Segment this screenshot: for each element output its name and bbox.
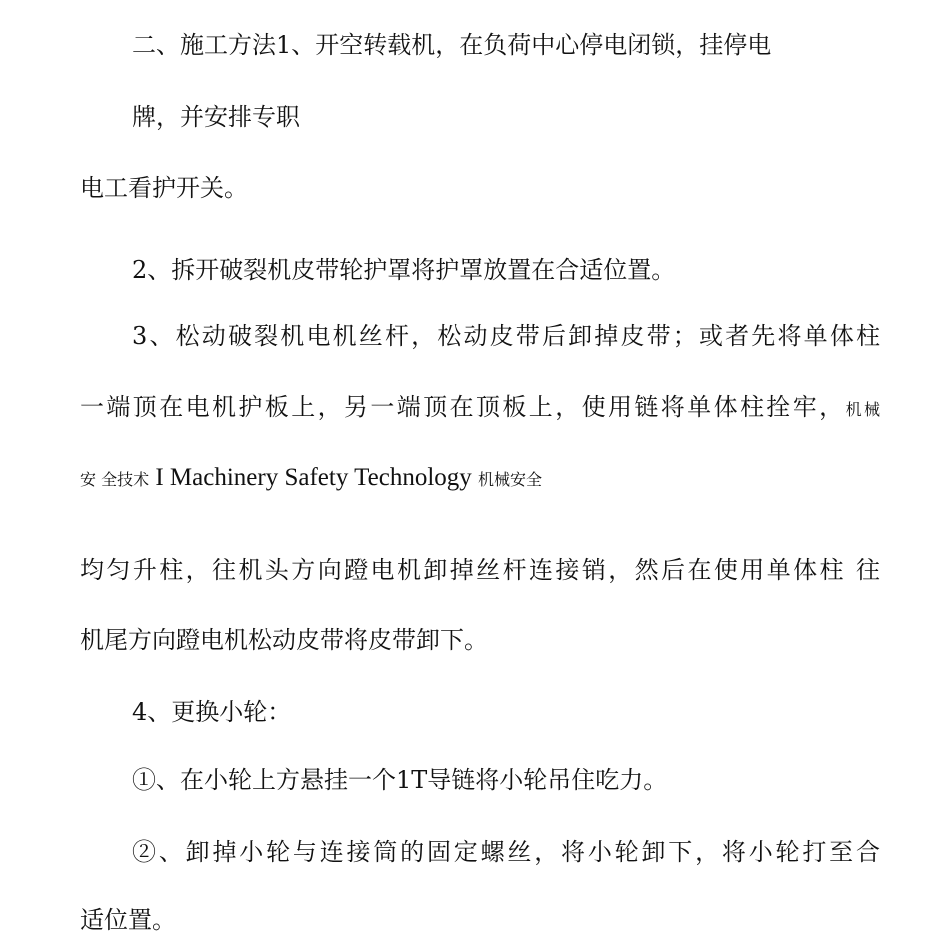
text-line: 3、松动破裂机电机丝杆，松动皮带后卸掉皮带；或者先将单体柱 [132, 322, 880, 350]
text-line: 2、拆开破裂机皮带轮护罩将护罩放置在合适位置。 [132, 256, 676, 284]
text-line: ②、卸掉小轮与连接筒的固定螺丝，将小轮卸下，将小轮打至合 [132, 838, 880, 866]
watermark-text: 机械 [845, 400, 880, 419]
text-line: ①、在小轮上方悬挂一个1T导链将小轮吊住吃力。 [132, 766, 668, 794]
text-line: 二、施工方法1、开空转载机，在负荷中心停电闭锁，挂停电 [132, 31, 772, 59]
text-line: 均匀升柱，往机头方向蹬电机卸掉丝杆连接销，然后在使用单体柱 往 [80, 556, 880, 584]
watermark-text: 机械安全 [478, 470, 543, 489]
text-line: 牌，并安排专职 [132, 103, 300, 131]
text-line [80, 392, 880, 422]
text-line: 电工看护开关。 [80, 174, 248, 202]
text-line: 适位置。 [80, 906, 176, 934]
watermark-line [80, 462, 880, 495]
text-run: 一端顶在电机护板上，另一端顶在顶板上，使用链将单体柱拴牢， [80, 393, 846, 421]
watermark-text: 安 全技术 [80, 470, 150, 489]
watermark-latin-text: I Machinery Safety Technology [149, 464, 479, 491]
text-line: 4、更换小轮： [132, 698, 292, 726]
text-line: 机尾方向蹬电机松动皮带将皮带卸下。 [80, 626, 488, 654]
